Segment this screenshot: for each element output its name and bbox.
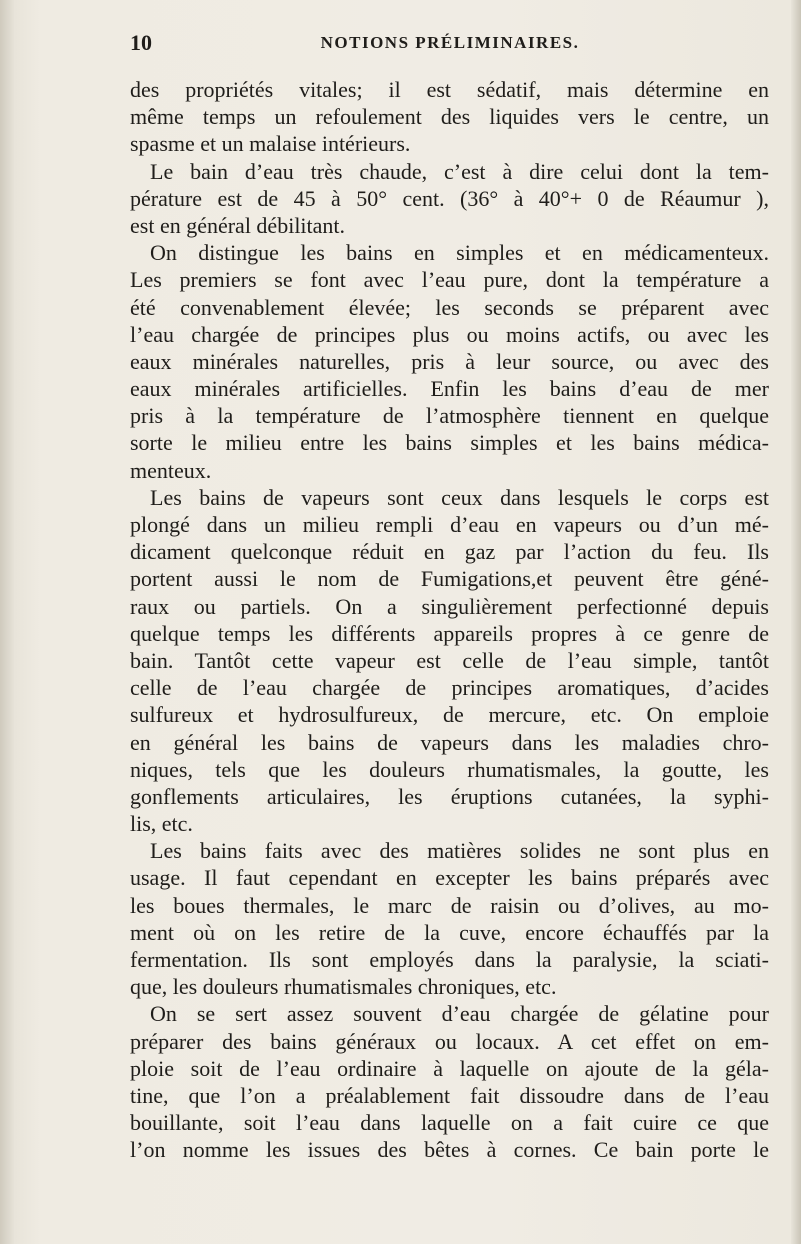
page-header	[130, 30, 770, 60]
text-line: eaux minérales artificielles. Enfin les bains d’eau de mer	[130, 376, 769, 402]
text-line: Les bains de vapeurs sont ceux dans lesquels le corps est	[150, 484, 769, 510]
text-line: été convenablement élevée; les seconds se préparent avec	[130, 294, 769, 320]
text-line: raux ou partiels. On a singulièrement perfectionné depuis	[130, 593, 769, 619]
text-line: l’eau chargée de principes plus ou moins actifs, ou avec les	[130, 321, 769, 347]
page-number: 10	[130, 30, 152, 55]
text-line: niques, tels que les douleurs rhumatismales, la goutte, les	[130, 756, 769, 782]
page-gutter-shadow	[0, 0, 14, 1244]
running-head: NOTIONS PRÉLIMINAIRES.	[320, 33, 580, 52]
text-line: menteux.	[130, 457, 212, 483]
text-line: Les bains faits avec des matières solides ne sont plus en	[150, 838, 769, 864]
text-line: usage. Il faut cependant en excepter les bains préparés avec	[130, 865, 769, 891]
text-line: On se sert assez souvent d’eau chargée de gélatine pour	[150, 1001, 769, 1027]
text-line: l’on nomme les issues des bêtes à cornes. Ce bain porte le	[130, 1137, 769, 1163]
text-line: préparer des bains généraux ou locaux. A cet effet on em-	[130, 1028, 769, 1054]
text-line: gonflements articulaires, les éruptions cutanées, la syphi-	[130, 783, 769, 809]
text-line: pérature est de 45 à 50° cent. (36° à 40°+ 0 de Réaumur ),	[130, 185, 769, 211]
text-line: quelque temps les différents appareils propres à ce genre de	[130, 620, 769, 646]
text-line: portent aussi le nom de Fumigations,et peuvent être géné-	[130, 566, 769, 592]
text-line: bain. Tantôt cette vapeur est celle de l’eau simple, tantôt	[130, 647, 769, 673]
text-line: sulfureux et hydrosulfureux, de mercure, etc. On emploie	[130, 702, 769, 728]
text-line: On distingue les bains en simples et en médicamenteux.	[150, 240, 769, 266]
text-line: sorte le milieu entre les bains simples et les bains médica-	[130, 430, 769, 456]
text-line: celle de l’eau chargée de principes aromatiques, d’acides	[130, 675, 769, 701]
text-line: eaux minérales naturelles, pris à leur source, ou avec des	[130, 348, 769, 374]
text-line: pris à la température de l’atmosphère tiennent en quelque	[130, 403, 769, 429]
text-line: lis, etc.	[130, 811, 193, 837]
text-line: plongé dans un milieu rempli d’eau en vapeurs ou d’un mé-	[130, 512, 769, 537]
text-line: Les premiers se font avec l’eau pure, dont la température a	[130, 267, 769, 293]
text-line: en général les bains de vapeurs dans les maladies chro-	[130, 729, 769, 755]
text-line: que, les douleurs rhumatismales chroniques, etc.	[130, 974, 557, 1000]
text-line: est en général débilitant.	[130, 212, 346, 238]
text-line: ploie soit de l’eau ordinaire à laquelle on ajoute de la géla-	[130, 1055, 769, 1081]
text-line: ment où on les retire de la cuve, encore échauffés par la	[130, 919, 769, 945]
text-line: tine, que l’on a préalablement fait dissoudre dans de l’eau	[130, 1082, 769, 1108]
text-line: spasme et un malaise intérieurs.	[130, 131, 411, 157]
body-text	[130, 76, 769, 1164]
page-edge-shadow	[791, 0, 801, 1244]
text-line: dicament quelconque réduit en gaz par l’action du feu. Ils	[130, 539, 769, 565]
text-line: fermentation. Ils sont employés dans la paralysie, la sciati-	[130, 947, 769, 972]
text-line: même temps un refoulement des liquides vers le centre, un	[130, 104, 769, 130]
text-line: les boues thermales, le marc de raisin ou d’olives, au mo-	[130, 892, 769, 918]
text-line: Le bain d’eau très chaude, c’est à dire celui dont la tem-	[150, 158, 769, 184]
text-line: bouillante, soit l’eau dans laquelle on a fait cuire ce que	[130, 1110, 769, 1136]
text-line: des propriétés vitales; il est sédatif, mais détermine en	[130, 77, 769, 102]
